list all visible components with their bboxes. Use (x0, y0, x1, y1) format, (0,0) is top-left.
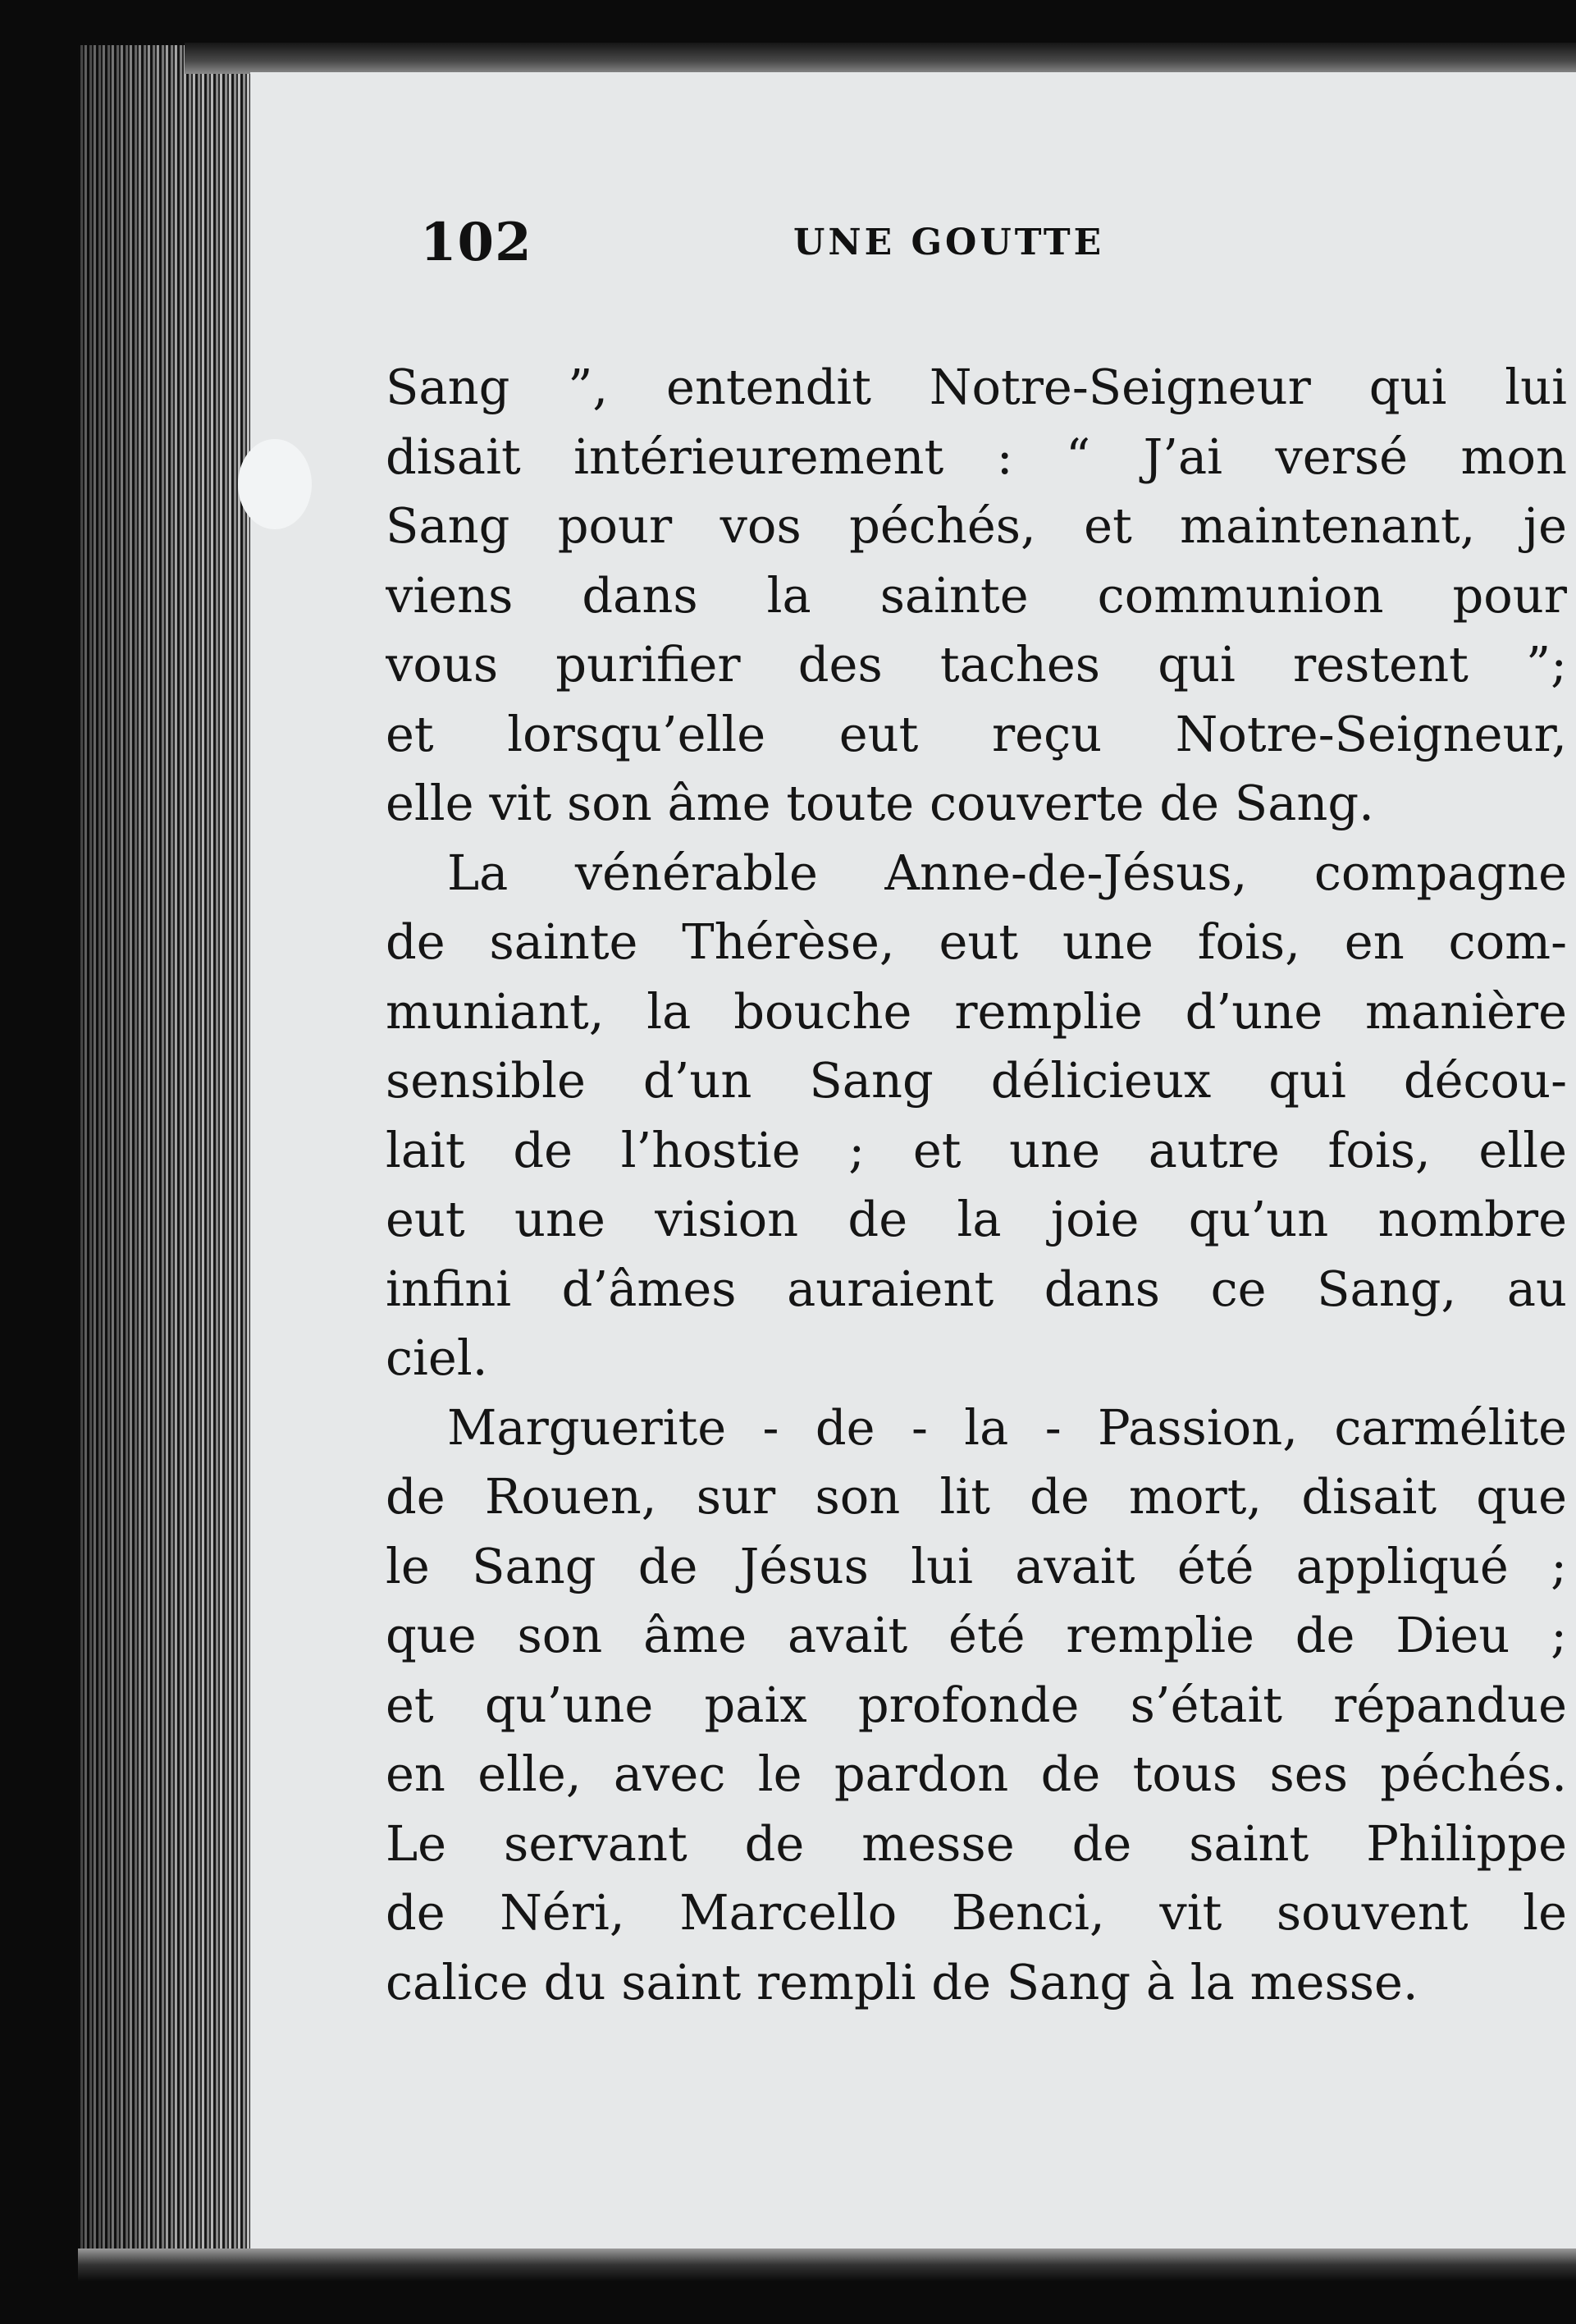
paper-blemish (238, 439, 312, 529)
text-line: en elle, avec le pardon de tous ses péchés. (386, 1745, 1567, 1802)
page-header (420, 212, 1569, 286)
paragraph (386, 1393, 1567, 2018)
text-line: viens dans la sainte communion pour (386, 566, 1567, 624)
text-line: le Sang de Jésus lui avait été appliqué ; (386, 1537, 1567, 1594)
body-text (386, 353, 1567, 2093)
text-line: calice du saint rempli de Sang à la messe. (386, 1953, 1418, 2011)
text-line: Sang pour vos péchés, et maintenant, je (386, 497, 1567, 554)
text-line: elle vit son âme toute couverte de Sang. (386, 775, 1374, 831)
paragraph (386, 839, 1567, 1393)
text-line: vous purifier des taches qui restent ”; (386, 636, 1567, 693)
text-line: Sang ”, entendit Notre-Seigneur qui lui (386, 359, 1567, 415)
page-bottom-edge (78, 2249, 1576, 2281)
text-line: lait de l’hostie ; et une autre fois, elle (386, 1121, 1567, 1178)
text-line: disait intérieurement : “ J’ai versé mon (386, 428, 1567, 485)
text-line: de Néri, Marcello Benci, vit souvent le (386, 1884, 1567, 1941)
text-line: et qu’une paix profonde s’était répandue (386, 1676, 1567, 1733)
text-line: Le servant de messe de saint Philippe (386, 1814, 1567, 1872)
text-line: sensible d’un Sang délicieux qui décou- (386, 1052, 1567, 1109)
page-number: 102 (420, 212, 532, 273)
text-line: de sainte Thérèse, eut une fois, en com- (386, 913, 1567, 970)
text-line: infini d’âmes auraient dans ce Sang, au (386, 1260, 1567, 1317)
text-line: ciel. (386, 1329, 488, 1386)
page-top-edge (185, 43, 1576, 74)
running-title: UNE GOUTTE (793, 222, 1105, 263)
text-line: muniant, la bouche remplie d’une manière (386, 982, 1567, 1040)
text-line: de Rouen, sur son lit de mort, disait que (386, 1468, 1567, 1525)
text-line: et lorsqu’elle eut reçu Notre-Seigneur, (386, 705, 1567, 762)
page-edges (78, 45, 263, 2261)
text-line: Marguerite - de - la - Passion, carmélite (447, 1398, 1567, 1456)
paragraph (386, 353, 1567, 839)
text-line: que son âme avait été remplie de Dieu ; (386, 1607, 1567, 1663)
text-line: eut une vision de la joie qu’un nombre (386, 1191, 1567, 1247)
text-line: La vénérable Anne-de-Jésus, compagne (447, 844, 1567, 901)
